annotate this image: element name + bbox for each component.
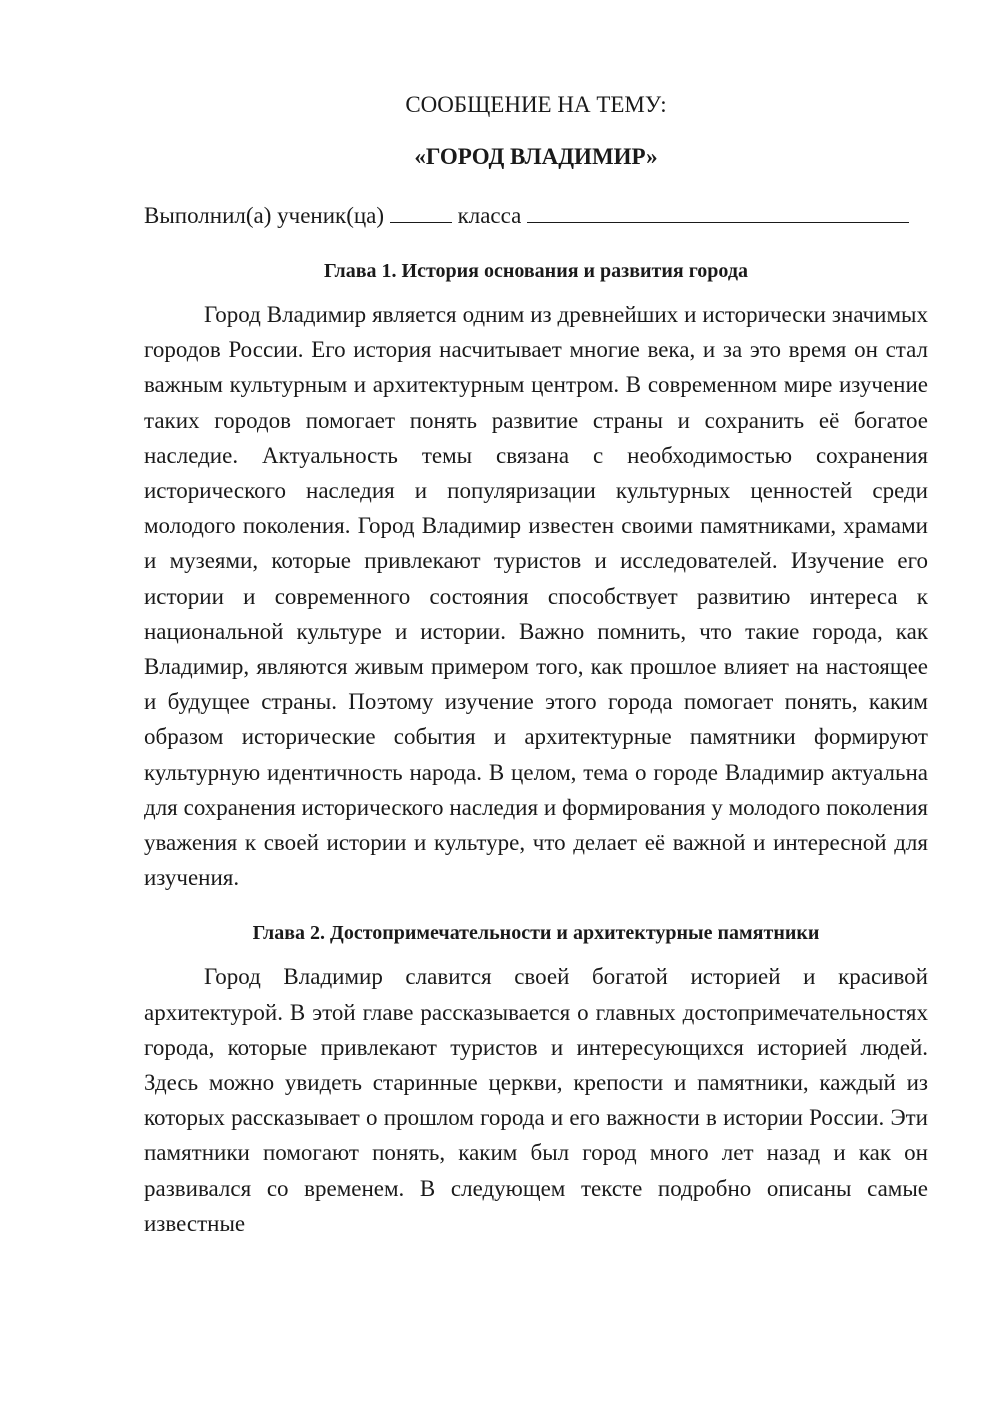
chapter-2-text: Город Владимир славится своей богатой историей и красивой архитектурой. В этой главе рассказывается о главных достопримечательностях города, которые привлекают туристов и интересующихся историей людей. Здесь можно увидеть старинные церкви, крепости и памятники, каждый из которых рассказывает о прошлом города и его важности в истории России. Эти памятники помогают понять, каким был город много лет назад и как он развивался со временем. В следующем тексте подробно описаны самые известные — [144, 964, 928, 1236]
document-page — [144, 90, 928, 1241]
chapter-1-text: Город Владимир является одним из древнейших и исторически значимых городов России. Его история насчитывает многие века, и за это время он стал важным культурным и архитектурным центром. В современном мире изучение таких городов помогает понять развитие страны и сохранить её богатое наследие. Актуальность темы связана с необходимостью сохранения исторического наследия и популяризации культурных ценностей среди молодого поколения. Город Владимир известен своими памятниками, храмами и музеями, которые привлекают туристов и исследователей. Изучение его истории и современного состояния способствует развитию интереса к национальной культуре и истории. Важно помнить, что такие города, как Владимир, являются живым примером того, как прошлое влияет на настоящее и будущее страны. Поэтому изучение этого города помогает понять, каким образом исторические события и архитектурные памятники формируют культурную идентичность народа. В целом, тема о городе Владимир актуальна для сохранения исторического наследия и формирования у молодого поколения уважения к своей истории и культуре, что делает её важной и интересной для изучения. — [144, 302, 928, 891]
chapter-2-title: Глава 2. Достопримечательности и архитектурные памятники — [252, 922, 820, 945]
report-title: «ГОРОД ВЛАДИМИР» — [414, 144, 658, 169]
chapter-1-title: Глава 1. История основания и развития города — [324, 260, 748, 282]
report-heading: СООБЩЕНИЕ НА ТЕМУ: — [405, 92, 667, 117]
class-label: класса — [457, 203, 522, 228]
student-name-blank[interactable] — [527, 200, 909, 223]
class-number-blank[interactable] — [390, 200, 452, 223]
author-label: Выполнил(а) ученик(ца) — [144, 203, 385, 228]
author-line — [144, 200, 928, 231]
